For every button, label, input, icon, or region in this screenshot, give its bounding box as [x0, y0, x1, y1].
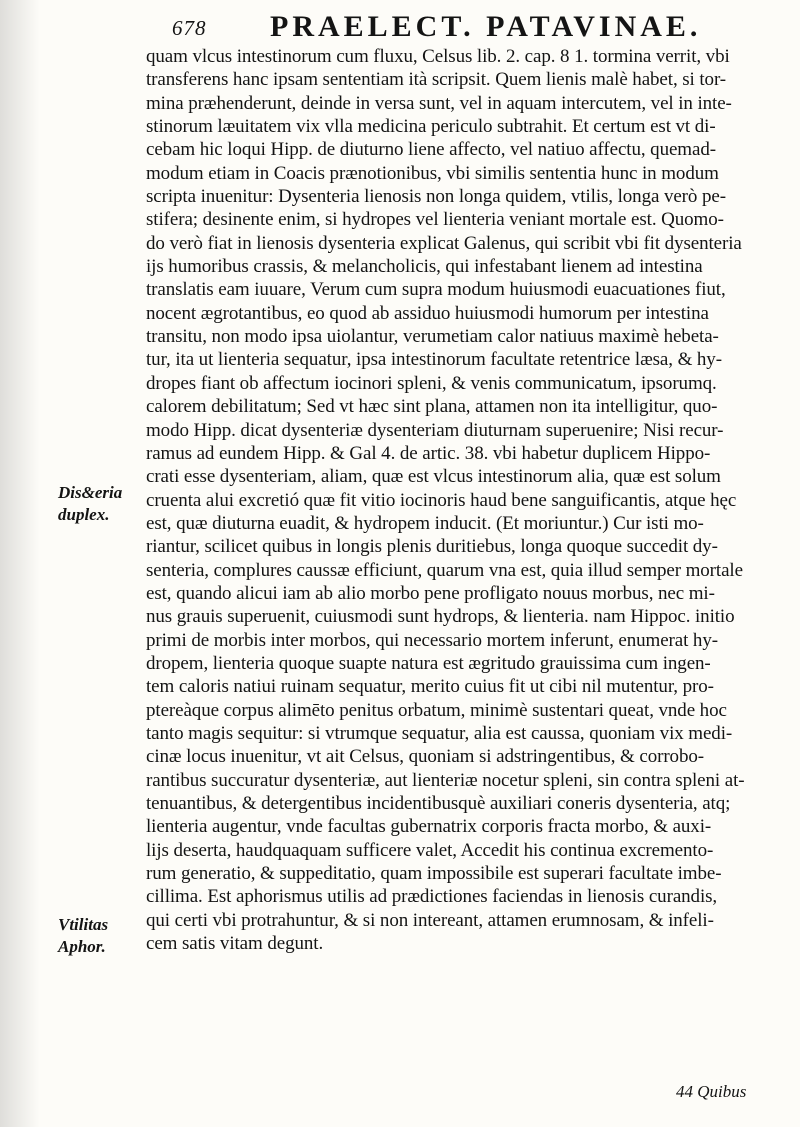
text-line: ijs humoribus crassis, & melancholicis, qui infestabant lienem ad intestina [146, 256, 703, 278]
page-header [160, 4, 800, 44]
text-line: transferens hanc ipsam sententiam ità scripsit. Quem lienis malè habet, si tor- [146, 69, 727, 91]
text-line: tanto magis sequitur: si vtrumque sequatur, alia est caussa, quoniam vix medi- [146, 722, 733, 744]
text-line: stinorum læuitatem vix vlla medicina periculo subtrahit. Et certum est vt di- [146, 116, 716, 138]
text-line: dropem, lienteria quoque suapte natura est ægritudo grauissima cum ingen- [146, 652, 711, 674]
page-number: 678 [172, 16, 207, 40]
gutter-shadow [0, 0, 40, 1127]
catchword: 44 Quibus [676, 1082, 747, 1101]
margin-note-line: Aphor. [58, 937, 106, 956]
text-line: cruenta alui excretió quæ fit vitio iocinoris haud bene sanguificantis, atque hęc [146, 489, 737, 511]
text-line: ramus ad eundem Hipp. & Gal 4. de artic. 38. vbi habetur duplicem Hippo- [146, 442, 711, 464]
text-line: lijs deserta, haudquaquam sufficere valet, Accedit his continua excremento- [146, 839, 714, 861]
margin-note-line: Vtilitas [58, 915, 109, 934]
text-line: rantibus succuratur dysenteriæ, aut lienteriæ nocetur spleni, sin contra spleni at- [146, 769, 745, 791]
text-line: transitu, non modo ipsa uiolantur, verumetiam calor natiuus maximè hebeta- [146, 326, 719, 348]
text-line: ptereàque corpus alimēto penitus orbatum, minimè sustentari queat, vnde hoc [146, 699, 727, 721]
text-line: riantur, scilicet quibus in longis plenis duritiebus, longa quoque succedit dy- [146, 536, 718, 558]
margin-note-line: Dis&eria [58, 483, 123, 502]
text-line: tenuantibus, & detergentibus incidentibusquè auxiliari coneris dysenteria, atq; [146, 793, 731, 814]
text-line: primi de morbis inter morbos, qui necessario mortem inferunt, enumerat hy- [146, 629, 718, 651]
text-line: cem satis vitam degunt. [146, 933, 324, 955]
text-line: dropes fiant ob affectum iocinori spleni, & venis communicatum, ipsorumq. [146, 372, 717, 394]
text-line: est, quæ diuturna euadit, & hydropem inducit. (Et moriuntur.) Cur isti mo- [146, 512, 704, 534]
text-line: modum etiam in Coacis prænotionibus, vbi similis sententia hunc in modum [146, 162, 719, 184]
text-line: cinæ locus inuenitur, vt ait Celsus, quoniam si adstringentibus, & corrobo- [146, 746, 704, 768]
text-line: nus grauis superuenit, cuiusmodi sunt hydrops, & lienteria. nam Hippoc. initio [146, 606, 735, 628]
margin-note-utilitas [58, 914, 108, 958]
text-line: rum generatio, & suppeditatio, quam impossibile est superari facultate imbe- [146, 863, 722, 885]
text-line: stifera; desinente enim, si hydropes vel lienteria veniant mortale est. Quomo- [146, 209, 724, 231]
margin-note-line: duplex. [58, 505, 110, 524]
text-line: scripta inuenitur: Dysenteria lienosis non longa quidem, vtilis, longa verò pe- [146, 186, 726, 208]
text-line: crati esse dysenteriam, aliam, quæ est vlcus intestinorum alia, quæ est solum [146, 466, 721, 488]
text-line: senteria, complures caussæ efficiunt, quarum vna est, quia illud semper mortale [146, 559, 743, 581]
text-line: est, quando alicui iam ab alio morbo pene profligato nouus morbus, nec mi- [146, 582, 715, 604]
text-line: tur, ita ut lienteria sequatur, ipsa intestinorum facultate retentrice læsa, & hy- [146, 349, 722, 371]
text-line: cillima. Est aphorismus utilis ad prædictiones faciendas in lienosis curandis, [146, 886, 718, 908]
text-line: cebam hic loqui Hipp. de diuturno liene affecto, vel natiuo affectu, quemad- [146, 139, 716, 161]
text-line: nocent ægrotantibus, eo quod ab assiduo huiusmodi humorum per intestina [146, 302, 709, 324]
text-line: qui certi vbi protrahuntur, & si non intereant, attamen erumnosam, & infeli- [146, 909, 714, 931]
text-line: tem caloris natiui ruinam sequatur, merito cuius fit ut cibi nil mutentur, pro- [146, 676, 714, 698]
margin-note-dysenteria [58, 482, 122, 526]
text-line: modo Hipp. dicat dysenteriæ dysenteriam diuturnam superuenire; Nisi recur- [146, 419, 724, 441]
body-text [146, 45, 776, 955]
text-line: translatis eam iuuare, Verum cum supra modum huiusmodi euacuationes fiut, [146, 279, 726, 301]
text-line: calorem debilitatum; Sed vt hæc sint plana, attamen non ita intelligitur, quo- [146, 396, 718, 418]
text-line: quam vlcus intestinorum cum fluxu, Celsus lib. 2. cap. 8 1. tormina verrit, vbi [146, 46, 730, 67]
text-line: mina præhenderunt, deinde in versa sunt, vel in aquam intercutem, vel in inte- [146, 92, 732, 114]
running-head: PRAELECT. PATAVINAE. [270, 10, 702, 43]
text-line: do verò fiat in lienosis dysenteria explicat Galenus, qui scribit vbi fit dysenteria [146, 232, 742, 254]
text-line: lienteria augentur, vnde facultas gubernatrix corporis fracta morbo, & auxi- [146, 816, 712, 838]
